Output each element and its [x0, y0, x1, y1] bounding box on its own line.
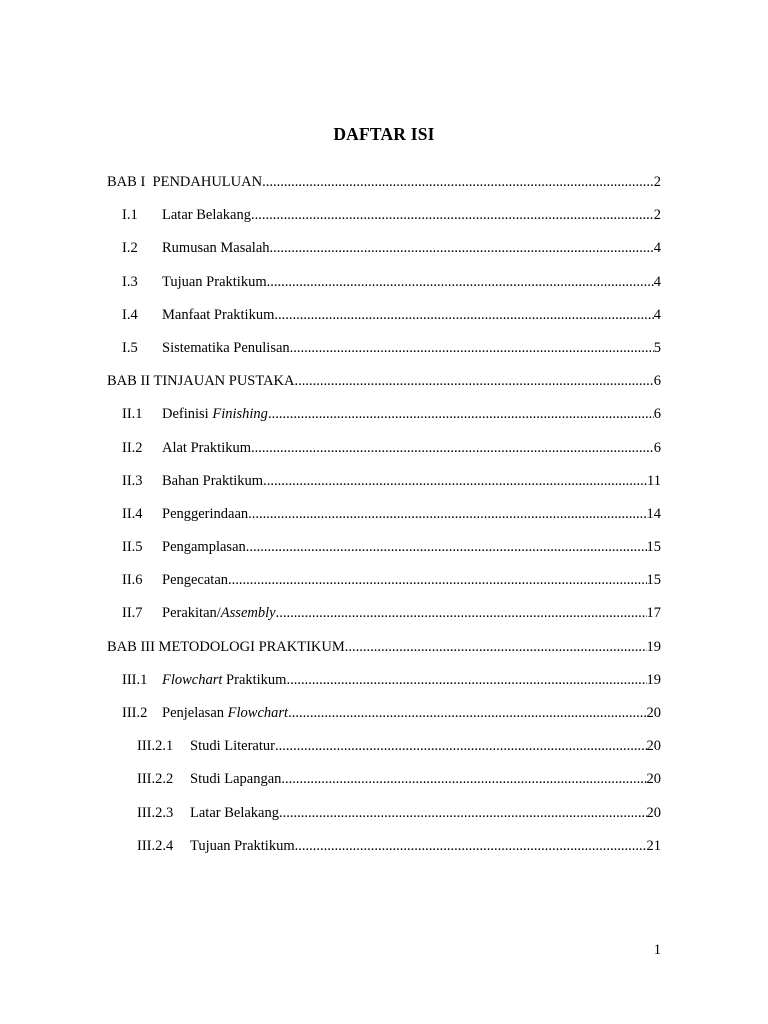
dot-leader — [295, 836, 647, 856]
toc-section-entry — [107, 438, 661, 471]
toc-section-entry — [107, 769, 661, 802]
toc-entry-title — [162, 404, 268, 424]
toc-entry-title: Studi Lapangan — [190, 771, 282, 788]
toc-entry-number: II.3 — [122, 472, 143, 489]
toc-entry-number: III.2.2 — [137, 771, 174, 788]
toc-entry-page: 20 — [646, 771, 661, 788]
toc-section-entry — [107, 803, 661, 836]
toc-entry-page: 6 — [653, 373, 661, 390]
toc-entry-page: 20 — [646, 804, 661, 821]
toc-section-entry — [107, 570, 661, 603]
toc-entry-title: Pengamplasan — [162, 539, 246, 556]
toc-entry-number: I.4 — [122, 306, 138, 323]
dot-leader — [246, 537, 647, 557]
toc-entry-page: 20 — [646, 738, 661, 755]
toc-entry-title-part: Assembly — [220, 605, 276, 622]
dot-leader — [274, 305, 653, 325]
toc-section-entry — [107, 836, 661, 869]
toc-entry-number: III.2.1 — [137, 738, 174, 755]
toc-entry-page: 14 — [646, 505, 661, 522]
toc-entry-number: II.4 — [122, 505, 143, 522]
dot-leader — [262, 172, 654, 192]
toc-entry-page: 15 — [646, 572, 661, 589]
toc-entry-title: BAB III METODOLOGI PRAKTIKUM — [107, 638, 345, 655]
dot-leader — [281, 769, 646, 789]
toc-section-entry — [107, 537, 661, 570]
toc-entry-title: Sistematika Penulisan — [162, 339, 290, 356]
toc-section-entry — [107, 338, 661, 371]
toc-entry-title: Pengecatan — [162, 572, 229, 589]
toc-section-entry — [107, 603, 661, 636]
toc-entry-page: 2 — [653, 207, 661, 224]
dot-leader — [288, 703, 646, 723]
toc-entry-page: 15 — [646, 539, 661, 556]
toc-entry-title: Tujuan Praktikum — [190, 837, 295, 854]
toc-chapter-entry — [107, 637, 661, 670]
dot-leader — [248, 504, 646, 524]
dot-leader — [275, 736, 647, 756]
toc-entry-number: III.1 — [122, 671, 148, 688]
toc-section-entry — [107, 504, 661, 537]
toc-entry-page: 20 — [646, 705, 661, 721]
toc-section-entry — [107, 736, 661, 769]
dot-leader — [251, 205, 654, 225]
toc-entry-title-part: Finishing — [212, 406, 268, 423]
toc-entry-title: BAB I PENDAHULUAN — [107, 174, 263, 190]
toc-section-entry — [107, 471, 661, 504]
toc-chapter-entry — [107, 371, 661, 404]
toc-entry-number: II.1 — [122, 406, 143, 423]
toc-section-entry — [107, 670, 661, 703]
toc-entry-page: 21 — [646, 837, 661, 854]
toc-entry-title: Studi Literatur — [190, 738, 275, 755]
dot-leader — [276, 603, 647, 623]
dot-leader — [286, 670, 646, 690]
toc-entry-number: III.2.4 — [137, 837, 174, 854]
dot-leader — [294, 371, 653, 391]
dot-leader — [267, 272, 654, 292]
toc-entry-title: Penggerindaan — [162, 505, 249, 522]
toc-entry-title — [162, 603, 276, 623]
toc-entry-title-part: Penjelasan — [162, 705, 228, 721]
toc-entry-number: I.3 — [122, 273, 138, 290]
toc-entry-title-part: Perakitan/ — [162, 605, 221, 622]
toc-section-entry — [107, 703, 661, 736]
toc-section-entry — [107, 272, 661, 305]
toc-entry-page: 19 — [646, 671, 661, 688]
toc-entry-number: II.2 — [122, 439, 143, 456]
page-title: DAFTAR ISI — [333, 124, 435, 144]
page-number: 1 — [653, 942, 661, 958]
toc-entry-page: 19 — [646, 638, 661, 655]
toc-section-entry — [107, 404, 661, 437]
toc-entry-number: II.5 — [122, 539, 143, 556]
toc-entry-title: Alat Praktikum — [162, 439, 252, 456]
toc-entry-number: I.1 — [122, 207, 138, 224]
toc-entry-title-part: Flowchart — [162, 671, 223, 688]
toc-entry-page: 6 — [653, 439, 661, 456]
toc-entry-title: Manfaat Praktikum — [162, 306, 275, 323]
dot-leader — [268, 404, 654, 424]
toc-entry-title: Tujuan Praktikum — [162, 273, 267, 290]
toc-entry-page: 17 — [646, 605, 661, 622]
toc-entry-number: I.2 — [122, 240, 138, 257]
dot-leader — [279, 803, 647, 823]
toc-section-entry — [107, 238, 661, 271]
toc-entry-page: 11 — [647, 472, 661, 489]
toc-entry-title: Rumusan Masalah — [162, 240, 270, 257]
toc-entry-page: 5 — [653, 339, 661, 356]
toc-entry-page: 4 — [653, 273, 661, 290]
toc-entry-number: III.2 — [122, 705, 148, 721]
toc-entry-page: 6 — [653, 406, 661, 423]
toc-entry-title: BAB II TINJAUAN PUSTAKA — [107, 373, 295, 390]
toc-entry-page: 4 — [653, 306, 661, 323]
toc-entry-number: II.6 — [122, 572, 143, 589]
dot-leader — [270, 238, 654, 258]
toc-chapter-entry — [107, 172, 661, 205]
toc-section-entry — [107, 205, 661, 238]
toc-entry-number: II.7 — [122, 605, 143, 622]
toc-entry-title: Bahan Praktikum — [162, 472, 264, 489]
toc-entry-title-part: Praktikum — [222, 671, 287, 688]
toc-entry-number: III.2.3 — [137, 804, 174, 821]
toc-entry-page: 4 — [653, 240, 661, 257]
toc-entry-title — [162, 670, 286, 690]
toc-entry-title-part: Definisi — [162, 406, 213, 423]
toc-entry-title — [162, 703, 288, 723]
toc-entry-title: Latar Belakang — [190, 804, 279, 821]
table-of-contents — [107, 172, 661, 869]
toc-entry-number: I.5 — [122, 339, 138, 356]
dot-leader — [251, 438, 654, 458]
dot-leader — [263, 471, 647, 491]
toc-entry-title: Latar Belakang — [162, 207, 251, 224]
toc-entry-title-part: Flowchart — [227, 705, 289, 721]
toc-entry-page: 2 — [653, 174, 661, 190]
dot-leader — [228, 570, 646, 590]
dot-leader — [345, 637, 647, 657]
toc-section-entry — [107, 305, 661, 338]
dot-leader — [290, 338, 654, 358]
